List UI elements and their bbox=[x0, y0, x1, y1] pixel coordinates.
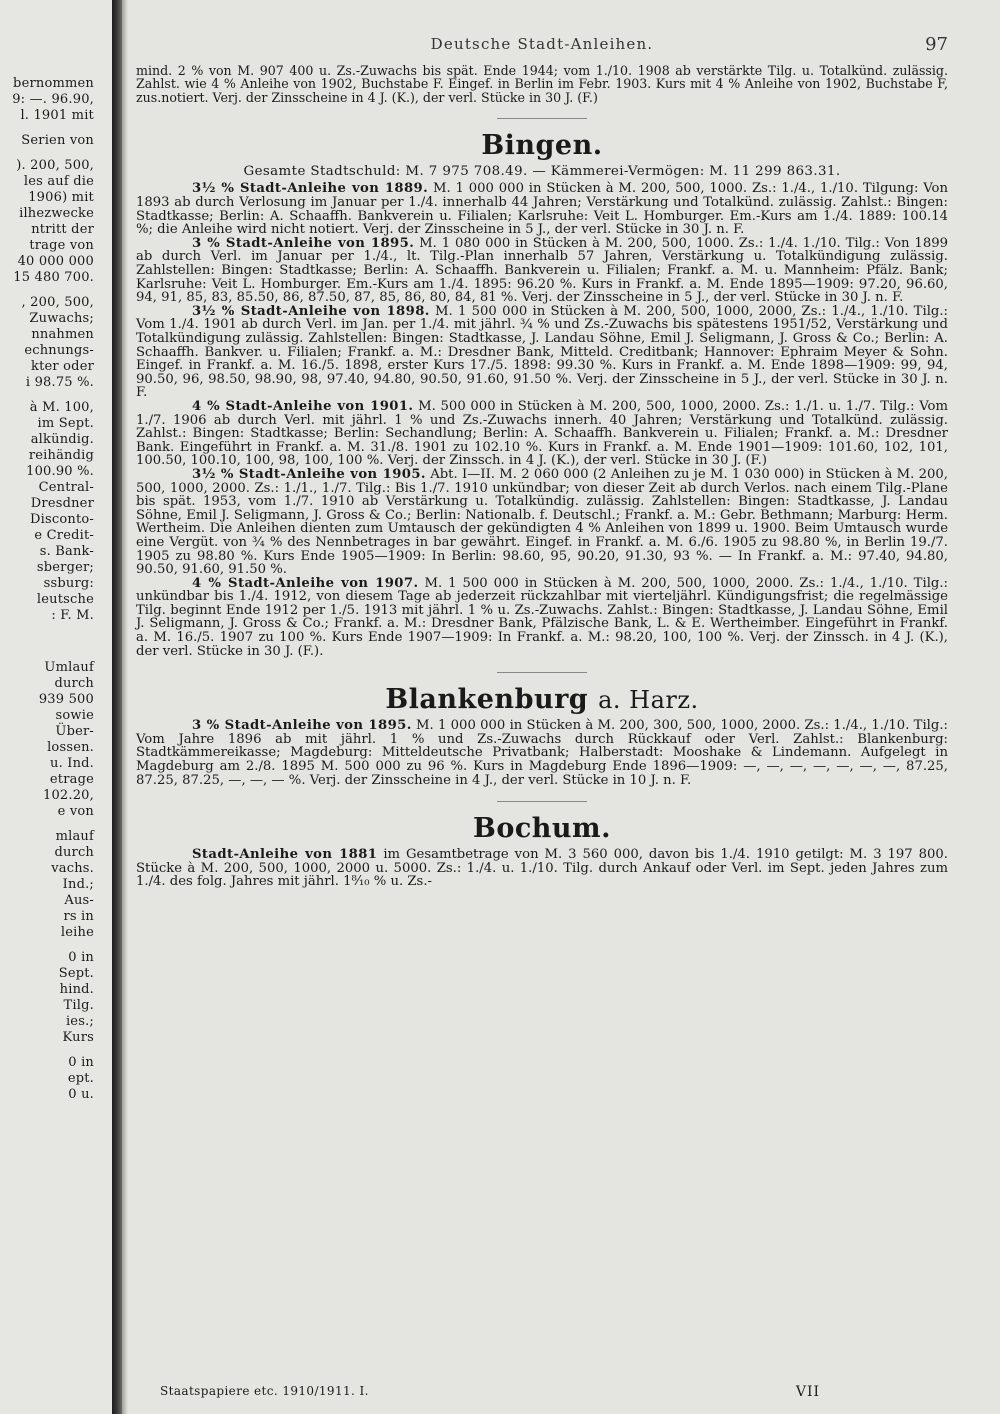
margin-fragment: vachs. bbox=[51, 861, 94, 876]
margin-fragment: lossen. bbox=[47, 740, 94, 755]
main-column bbox=[136, 34, 948, 890]
running-head bbox=[136, 34, 948, 64]
margin-fragment: Umlauf bbox=[44, 660, 94, 675]
margin-fragment: l. 1901 mit bbox=[20, 108, 94, 123]
page-number: 97 bbox=[925, 34, 948, 55]
book-gutter bbox=[112, 0, 122, 1414]
loan-entry bbox=[136, 305, 948, 400]
margin-fragment: ept. bbox=[67, 1071, 94, 1086]
margin-fragment: ies.; bbox=[65, 1014, 94, 1029]
city-heading bbox=[136, 814, 948, 844]
loan-details: Abt. I—II. M. 2 060 000 (2 Anleihen zu je M. 1 030 000) in Stücken à M. 200, 500, 1000, 2000. Zs.: 1./1., 1./7. Tilg.: Bis 1./7. 1910 unkündbar; von dieser Zeit ab durch Verlos. nach einem Tilg.-Plane bis spät. 1953, vom 1./7. 1910 ab Verstärkung u. Totalkündig. zulässig. Zahlstellen: Bingen: Stadtkasse, J. Landau Söhne, Emil J. Seligmann, J. Gross & Co.; Berlin: Nationalb. f. Deutschl.; Frankf. a. M.: Gebr. Bethmann; Marburg: Herm. Wertheim. Die Anleihen dienten zum Umtausch der gekündigten 4 % Anleihen von 1899 u. 1900. Beim Umtausch wurde eine Vergüt. von ¾ % des Nennbetrages in bar gewährt. Eingef. in Frankf. a. M. 6./6. 1905 zu 98.80 %, in Berlin 19./7. 1905 zu 98.80 %. Kurs Ende 1905—1909: In Berlin: 98.60, 95, 90.20, 91.30, 93 %. — In Frankf. a. M.: 97.40, 94.80, 90.50, 91.60, 91.50 %. bbox=[136, 466, 948, 578]
footer-signature: VII bbox=[795, 1384, 820, 1400]
margin-fragment: leihe bbox=[60, 925, 94, 940]
loan-title: 3 % Stadt-Anleihe von 1895. bbox=[192, 718, 412, 734]
margin-fragment: ). 200, 500, bbox=[16, 158, 94, 173]
margin-fragment: Über- bbox=[55, 724, 94, 739]
city-debt-summary: Gesamte Stadtschuld: M. 7 975 708.49. — Kämmerei-Vermögen: M. 11 299 863.31. bbox=[243, 163, 841, 179]
margin-fragment: bernommen bbox=[13, 76, 94, 91]
loan-title: 3½ % Stadt-Anleihe von 1889. bbox=[192, 181, 429, 197]
page-footer bbox=[160, 1384, 820, 1398]
loan-details: M. 1 000 000 in Stücken à M. 200, 300, 500, 1000, 2000. Zs.: 1./4., 1./10. Tilg.: Vom Jahre 1896 ab mit jährl. 1 % und Zs.-Zuwachs durch Rückkauf oder Verl. Zahlst.: Blankenburg: Stadtkämmereikasse; Magdeburg: Mitteldeutsche Privatbank; Halberstadt: Mooshake & Lindemann. Aufgelegt in Magdeburg am 2./8. 1895 M. 500 000 zu 96 %. Kurs in Magdeburg Ende 1896—1909: —, —, —, —, —, —, —, 87.25, 87.25, 87.25, —, —, — %. Verj. der Zinsscheine in 4 J., der verl. Stücke in 10 J. n. F. bbox=[136, 718, 948, 788]
running-title: Deutsche Stadt-Anleihen. bbox=[430, 35, 654, 53]
margin-fragment: 939 500 bbox=[38, 692, 94, 707]
margin-fragment: à M. 100, bbox=[29, 400, 94, 415]
margin-fragment: 15 480 700. bbox=[13, 270, 94, 285]
margin-fragment: Kurs bbox=[62, 1030, 94, 1045]
margin-fragment: durch bbox=[54, 676, 94, 691]
margin-fragment: s. Bank- bbox=[39, 544, 94, 559]
loan-details: M. 1 500 000 in Stücken à M. 200, 500, 1000, 2000, Zs.: 1./4., 1./10. Tilg.: Vom 1./4. 1901 ab durch Verl. im Jan. per 1./4. mit jährl. ¾ % und Zs.-Zuwachs bis spätestens 1951/52, Verstärkung und Totalkündigung zulässig. Zahlstellen: Bingen: Stadtkasse, J. Landau Söhne, Emil J. Seligmann, J. Gross & Co.; Berlin: A. Schaaffh. Bankver. u. Filialen; Frankf. a. M.: Dresdner Bank, Mitteld. Creditbank; Hannover: Ephraim Meyer & Sohn. Eingef. in Frankf. a. M. 16./5. 1898, erster Kurs 17./5. 1898: 99.30 %. Kurs in Frankf. a. M. Ende 1898—1909: 99, 94, 90.50, 96, 98.50, 98.90, 98, 97.40, 94.80, 90.50, 91.60, 91.50 %. Verj. der Zinsscheine in 5 J., der verl. Stücke in 30 J. n. F. bbox=[136, 303, 948, 401]
city-suffix: a. Harz. bbox=[598, 686, 699, 715]
loan-title: 4 % Stadt-Anleihe von 1901. bbox=[192, 398, 414, 414]
city-heading bbox=[136, 685, 948, 715]
loan-details: M. 1 000 000 in Stücken à M. 200, 500, 1000. Zs.: 1./4., 1./10. Tilgung: Von 1893 ab durch Verlosung im Januar per 1./4. innerhalb 44 Jahren; Verstärkung und Totalkünd. zulässig. Zahlst.: Bingen: Stadtkasse; Berlin: A. Schaaffh. Bankverein u. Filialen; Karlsruhe: Veit L. Homburger. Em.-Kurs am 1./4. 1889: 100.14 %; die Anleihe wird nicht notiert. Verj. der Zinsscheine in 5 J., der verl. Stücke in 30 J. n. F. bbox=[136, 181, 948, 238]
margin-fragment: , 200, 500, bbox=[21, 295, 94, 310]
margin-fragment: i 98.75 %. bbox=[25, 375, 94, 390]
loan-details: M. 500 000 in Stücken à M. 200, 500, 1000, 2000. Zs.: 1./1. u. 1./7. Tilg.: Vom 1./7. 1906 ab durch Verl. mit jährl. 1 % und Zs.-Zuwachs innerh. 40 Jahren; Verstärkung und Totalkünd. zulässig. Zahlst.: Bingen: Stadtkasse; Berlin: Sechandlung; Berlin: A. Schaaffh. Bankverein u. Filialen; Frankf. a. M.: Dresdner Bank. Eingeführt in Frankf. a. M. 31./8. 1901 zu 102.10 %. Kurs in Frankf. a. M. Ende 1901—1909: 101.60, 102, 101, 100.50, 100.10, 100, 98, 100, 100 %. Verj. der Zinssch. in 4 J. (K.), der verl. Stücke in 30 J. (F.) bbox=[136, 398, 948, 469]
margin-fragment: nnahmen bbox=[31, 327, 94, 342]
loan-entry bbox=[136, 468, 948, 577]
loan-entry bbox=[136, 237, 948, 305]
margin-fragment: sowie bbox=[55, 708, 94, 723]
margin-fragment: u. Ind. bbox=[50, 756, 94, 771]
margin-fragment: : F. M. bbox=[51, 608, 94, 623]
margin-fragment: Zuwachs; bbox=[29, 311, 94, 326]
loan-title: 3½ % Stadt-Anleihe von 1898. bbox=[192, 303, 430, 319]
section-rule bbox=[497, 801, 587, 802]
section-rule bbox=[497, 672, 587, 673]
margin-fragment: 0 in bbox=[68, 1055, 94, 1070]
margin-fragment: 0 in bbox=[68, 950, 94, 965]
loan-title: 3½ % Stadt-Anleihe von 1905. bbox=[192, 466, 426, 482]
margin-fragment: echnungs- bbox=[24, 343, 94, 358]
margin-fragment: kter oder bbox=[31, 359, 94, 374]
city-sections bbox=[136, 118, 948, 889]
margin-fragment: Tilg. bbox=[63, 998, 94, 1013]
margin-fragment: Aus- bbox=[64, 893, 94, 908]
margin-fragment: 1906) mit bbox=[28, 190, 94, 205]
city-name: Bingen. bbox=[481, 129, 603, 161]
loan-entry bbox=[136, 182, 948, 236]
margin-fragment: Disconto- bbox=[30, 512, 94, 527]
margin-fragment: les auf die bbox=[23, 174, 94, 189]
margin-fragment: etrage bbox=[49, 772, 94, 787]
margin-fragment: trage von bbox=[29, 238, 94, 253]
margin-fragment: 0 u. bbox=[68, 1087, 94, 1102]
margin-fragment: sberger; bbox=[36, 560, 94, 575]
margin-fragment: rs in bbox=[63, 909, 94, 924]
margin-fragment: 40 000 000 bbox=[17, 254, 94, 269]
loan-title: 3 % Stadt-Anleihe von 1895. bbox=[192, 235, 415, 251]
loan-title: Stadt-Anleihe von 1881 bbox=[192, 847, 378, 863]
loan-details: M. 1 080 000 in Stücken à M. 200, 500, 1000. Zs.: 1./4. 1./10. Tilg.: Von 1899 ab durch Verl. im Januar per 1./4., lt. Tilg.-Plan innerhalb 57 Jahren, Verstärkung u. Totalkündigung zulässig. Zahlstellen: Bingen: Stadtkasse; Berlin: A. Schaaffh. Bankverein u. Filialen; Frankf. a. M. u. Mannheim: Pfälz. Bank; Karlsruhe: Veit L. Homburger. Em.-Kurs am 1./4. 1895: 96.20 %. Kurs in Frankf. a. M. Ende 1895—1909: 97.20, 96.60, 94, 91, 85, 83, 85.50, 86, 87.50, 87, 85, 86, 80, 84, 81 %. Verj. der Zinsscheine in 5 J., der verl. Stücke in 30 J. n. F. bbox=[136, 235, 948, 306]
margin-fragment: mlauf bbox=[55, 829, 94, 844]
continuation-paragraph: mind. 2 % von M. 907 400 u. Zs.-Zuwachs bis spät. Ende 1944; vom 1./10. 1908 ab verstärkte Tilg. u. Totalkünd. zulässig. Zahlst. wie 4 % Anleihe von 1902, Buchstabe F. Eingef. in Berlin im Febr. 1903. Kurs mit 4 % Anleihe von 1902, Buchstabe F, zus.notiert. Verj. der Zinsscheine in 4 J. (K.), der verl. Stücke in 30 J. (F.) bbox=[136, 63, 948, 105]
city-name: Bochum. bbox=[473, 813, 611, 845]
margin-fragment: hind. bbox=[59, 982, 94, 997]
margin-fragment: 9: —. 96.90, bbox=[12, 92, 94, 107]
previous-page-margin bbox=[0, 0, 112, 1414]
city-name: Blankenburg bbox=[385, 684, 589, 716]
margin-fragment: Dresdner bbox=[30, 496, 94, 511]
margin-fragment: ssburg: bbox=[43, 576, 94, 591]
margin-fragment: Serien von bbox=[21, 133, 94, 148]
city-heading bbox=[136, 131, 948, 161]
margin-fragment: 100.90 %. bbox=[26, 464, 94, 479]
loan-details: M. 1 500 000 in Stücken à M. 200, 500, 1000, 2000. Zs.: 1./4., 1./10. Tilg.: unkündbar bis 1./4. 1912, von diesem Tage ab jederzeit rückzahlbar mit vierteljährl. Kündigungsfrist; die regelmässige Tilg. beginnt Ende 1912 per 1./5. 1913 mit jährl. 1 % u. Zs.-Zuwachs. Zahlst.: Bingen: Stadtkasse, J. Landau Söhne, Emil J. Seligmann, J. Gross & Co.; Frankf. a. M.: Dresdner Bank, Pfälzische Bank, L. & E. Wertheimber. Eingeführt in Frankf. a. M. 16./5. 1907 zu 100 %. Kurs Ende 1907—1909: In Frankf. a. M.: 98.20, 100, 100 %. Verj. der Zinssch. in 4 J. (K.), der verl. Stücke in 30 J. (F.). bbox=[136, 575, 948, 659]
footer-publication: Staatspapiere etc. 1910/1911. I. bbox=[160, 1384, 369, 1398]
loan-title: 4 % Stadt-Anleihe von 1907. bbox=[192, 575, 419, 591]
margin-fragment: ilhezwecke bbox=[19, 206, 94, 221]
margin-fragment: durch bbox=[54, 845, 94, 860]
loan-entry bbox=[136, 400, 948, 468]
margin-fragment: alkündig. bbox=[30, 432, 94, 447]
section-rule bbox=[497, 118, 587, 119]
loan-entry bbox=[136, 848, 948, 889]
margin-fragment: e Credit- bbox=[34, 528, 94, 543]
margin-fragment: Central- bbox=[38, 480, 94, 495]
margin-fragment: 102.20, bbox=[42, 788, 94, 803]
loan-entry bbox=[136, 719, 948, 787]
margin-fragment: Ind.; bbox=[62, 877, 94, 892]
margin-fragment: im Sept. bbox=[37, 416, 94, 431]
margin-fragment: leutsche bbox=[36, 592, 94, 607]
margin-fragment: Sept. bbox=[58, 966, 94, 981]
margin-fragment: e von bbox=[57, 804, 94, 819]
loan-details: im Gesamtbetrage von M. 3 560 000, davon bis 1./4. 1910 getilgt: M. 3 197 800. Stücke à M. 200, 500, 1000, 2000 u. 5000. Zs.: 1./4. u. 1./10. Tilg. durch Ankauf oder Verl. im Sept. jeden Jahres zum 1./4. des folg. Jahres mit jährl. 1⁸⁄₁₀ % u. Zs.- bbox=[136, 847, 948, 890]
loan-entry bbox=[136, 577, 948, 659]
gutter-shadow bbox=[122, 0, 128, 1414]
margin-fragment: reihändig bbox=[28, 448, 94, 463]
margin-fragment: ntritt der bbox=[31, 222, 94, 237]
